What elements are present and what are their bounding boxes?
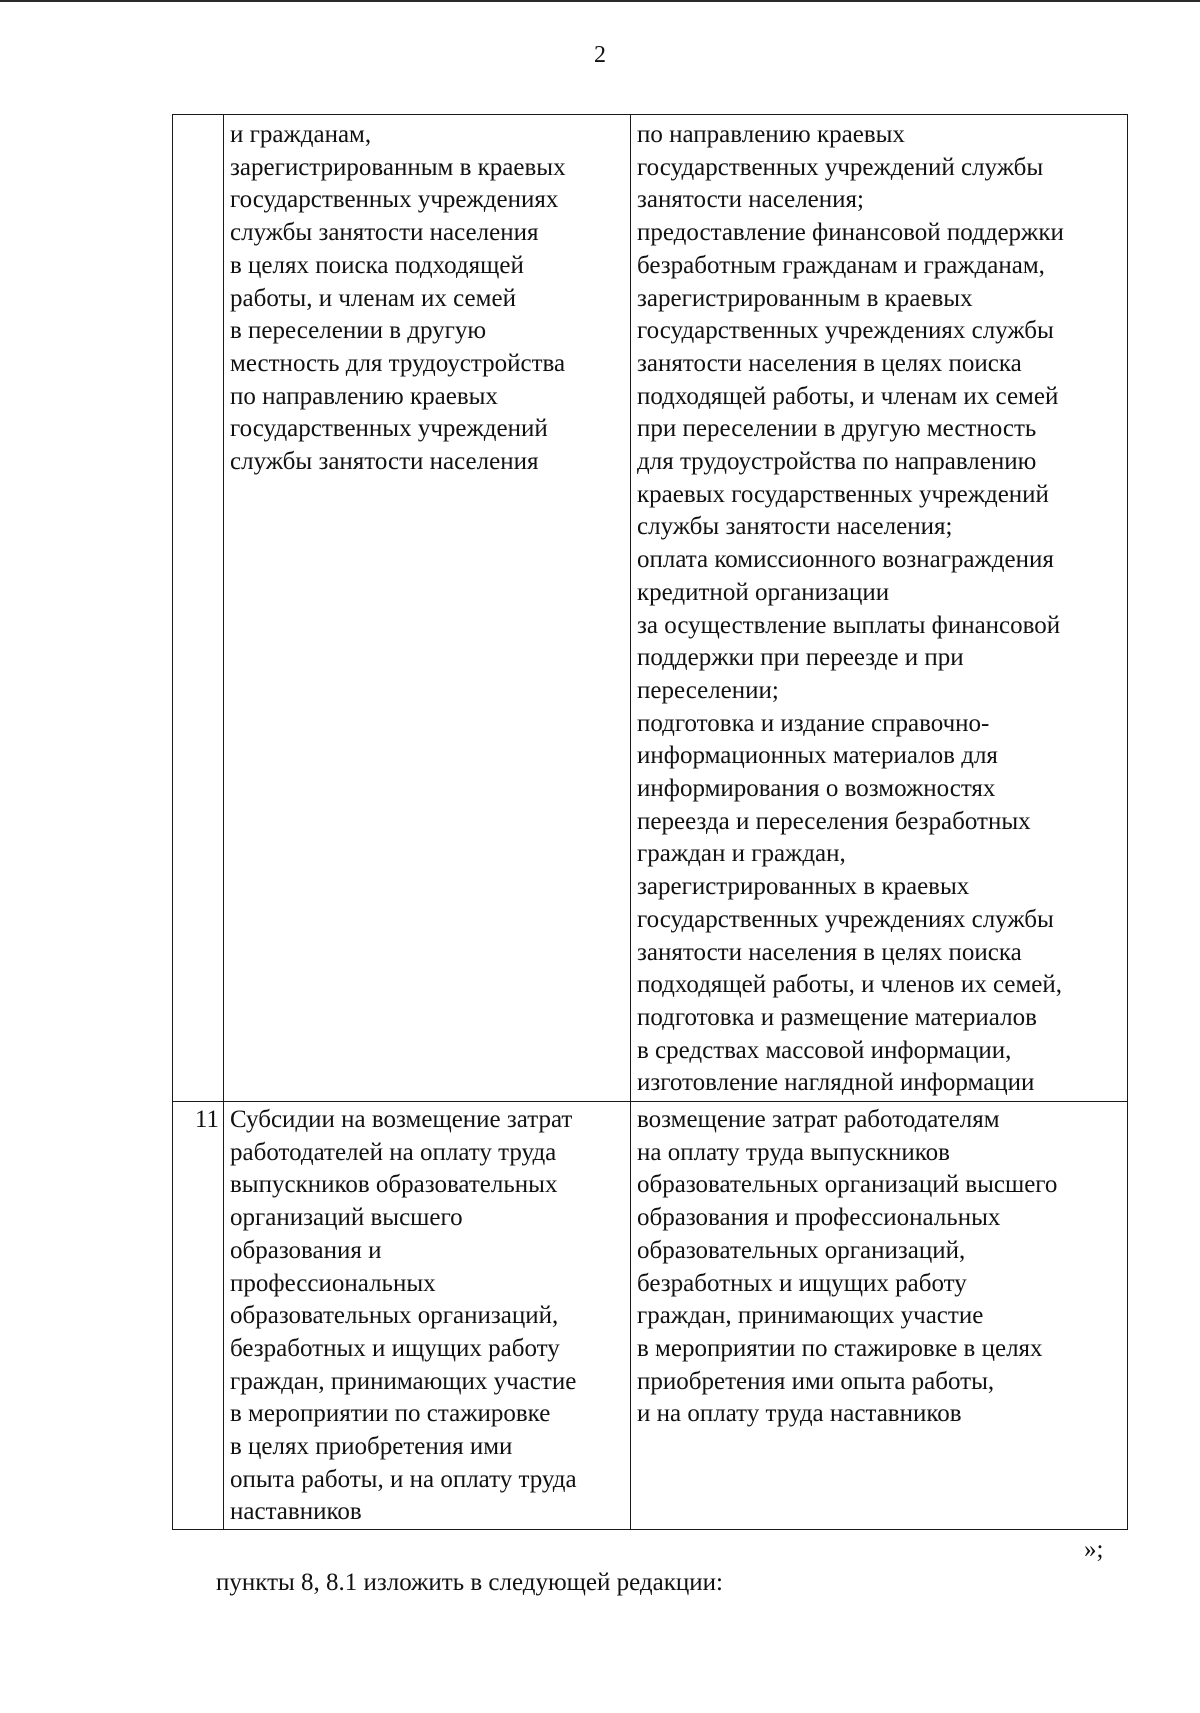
cell-text-line: наставников xyxy=(230,1498,362,1526)
subsidy-name-cell xyxy=(224,1102,631,1530)
cell-text-line: выпускников образовательных xyxy=(230,1171,558,1199)
cell-text-line: в средствах массовой информации, xyxy=(637,1036,1012,1064)
cell-text-line: государственных учреждениях службы xyxy=(637,905,1054,933)
cell-text-line: в целях поиска подходящей xyxy=(230,251,524,279)
cell-text-line: образовательных организаций, xyxy=(230,1302,559,1330)
cell-text-line: кредитной организации xyxy=(637,578,890,606)
cell-text-line: переселении; xyxy=(637,676,779,704)
cell-text-line: занятости населения в целях поиска xyxy=(637,938,1022,966)
cell-text-line: информирования о возможностях xyxy=(637,775,996,803)
cell-text-line: изготовление наглядной информации xyxy=(637,1069,1035,1097)
cell-text-line: в переселении в другую xyxy=(230,317,487,345)
cell-text-line: государственных учреждений службы xyxy=(637,153,1044,181)
cell-text-line: образования и профессиональных xyxy=(637,1204,1001,1232)
cell-text-line: переезда и переселения безработных xyxy=(637,807,1031,835)
cell-text-line: безработным гражданам и гражданам, xyxy=(637,251,1045,279)
subsidy-purpose-cell xyxy=(631,115,1128,1102)
cell-text-line: местность для трудоустройства xyxy=(230,349,566,377)
cell-text-line: граждан, принимающих участие xyxy=(637,1302,984,1330)
cell-text-line: граждан и граждан, xyxy=(637,840,846,868)
cell-text-line: зарегистрированных в краевых xyxy=(637,873,970,901)
cell-text-line: подготовка и размещение материалов xyxy=(637,1003,1037,1031)
cell-text-line: Субсидии на возмещение затрат xyxy=(230,1106,573,1133)
cell-text-line: предоставление финансовой поддержки xyxy=(637,219,1064,247)
cell-text-line: в мероприятии по стажировке в целях xyxy=(637,1334,1043,1362)
row-number-cell xyxy=(173,115,224,1102)
cell-text-line: образовательных организаций высшего xyxy=(637,1171,1058,1199)
cell-text-line: организаций высшего xyxy=(230,1204,463,1232)
page-number: 2 xyxy=(594,42,606,68)
table-row xyxy=(173,1102,1128,1530)
cell-text-line: опыта работы, и на оплату труда xyxy=(230,1465,577,1493)
cell-text-line: занятости населения в целях поиска xyxy=(637,349,1022,377)
cell-text-line: для трудоустройства по направлению xyxy=(637,448,1037,476)
subsidy-name-cell xyxy=(224,115,631,1102)
cell-text-line: зарегистрированным в краевых xyxy=(637,284,973,312)
subsidy-purpose-cell xyxy=(631,1102,1128,1530)
cell-text-line: службы занятости населения xyxy=(230,448,539,476)
cell-text-line: краевых государственных учреждений xyxy=(637,480,1049,508)
page-top-edge xyxy=(0,0,1200,2)
cell-text-line: и гражданам, xyxy=(230,121,372,148)
cell-text-line: зарегистрированным в краевых xyxy=(230,153,566,181)
cell-text-line: безработных и ищущих работу xyxy=(637,1269,967,1297)
cell-text-line: граждан, принимающих участие xyxy=(230,1367,577,1395)
cell-text-line: государственных учреждений xyxy=(230,415,548,443)
subsidy-table xyxy=(172,114,1128,1530)
cell-text-line: работодателей на оплату труда xyxy=(230,1138,557,1166)
cell-text-line: приобретения ими опыта работы, xyxy=(637,1367,995,1395)
cell-text-line: в целях приобретения ими xyxy=(230,1433,513,1461)
cell-text-line: профессиональных xyxy=(230,1269,436,1297)
cell-text-line: поддержки при переезде и при xyxy=(637,644,964,672)
cell-text-line: службы занятости населения; xyxy=(637,513,953,541)
closing-quote: »; xyxy=(1084,1536,1104,1563)
cell-text-line: образовательных организаций, xyxy=(637,1236,966,1264)
cell-text-line: образования и xyxy=(230,1236,382,1264)
cell-text-line: службы занятости населения xyxy=(230,219,539,247)
cell-text-line: на оплату труда выпускников xyxy=(637,1138,950,1166)
cell-text-line: при переселении в другую местность xyxy=(637,415,1037,443)
cell-text-line: по направлению краевых xyxy=(230,382,498,410)
cell-text-line: занятости населения; xyxy=(637,186,864,214)
cell-text-line: возмещение затрат работодателям xyxy=(637,1106,1000,1133)
cell-text-line: оплата комиссионного вознаграждения xyxy=(637,546,1054,574)
cell-text-line: подготовка и издание справочно- xyxy=(637,709,990,737)
cell-text-line: и на оплату труда наставников xyxy=(637,1400,962,1428)
cell-text-line: государственных учреждениях xyxy=(230,186,559,214)
table-row xyxy=(173,115,1128,1102)
cell-text-line: информационных материалов для xyxy=(637,742,998,770)
cell-text-line: подходящей работы, и членов их семей, xyxy=(637,971,1062,999)
cell-text-line: подходящей работы, и членам их семей xyxy=(637,382,1059,410)
cell-text-line: по направлению краевых xyxy=(637,121,905,148)
row-number-cell: 11 xyxy=(173,1102,224,1530)
amendment-instruction: пункты 8, 8.1 изложить в следующей редакции: xyxy=(216,1569,723,1596)
cell-text-line: за осуществление выплаты финансовой xyxy=(637,611,1061,639)
cell-text-line: работы, и членам их семей xyxy=(230,284,516,312)
cell-text-line: в мероприятии по стажировке xyxy=(230,1400,551,1428)
cell-text-line: безработных и ищущих работу xyxy=(230,1334,560,1362)
cell-text-line: государственных учреждениях службы xyxy=(637,317,1054,345)
